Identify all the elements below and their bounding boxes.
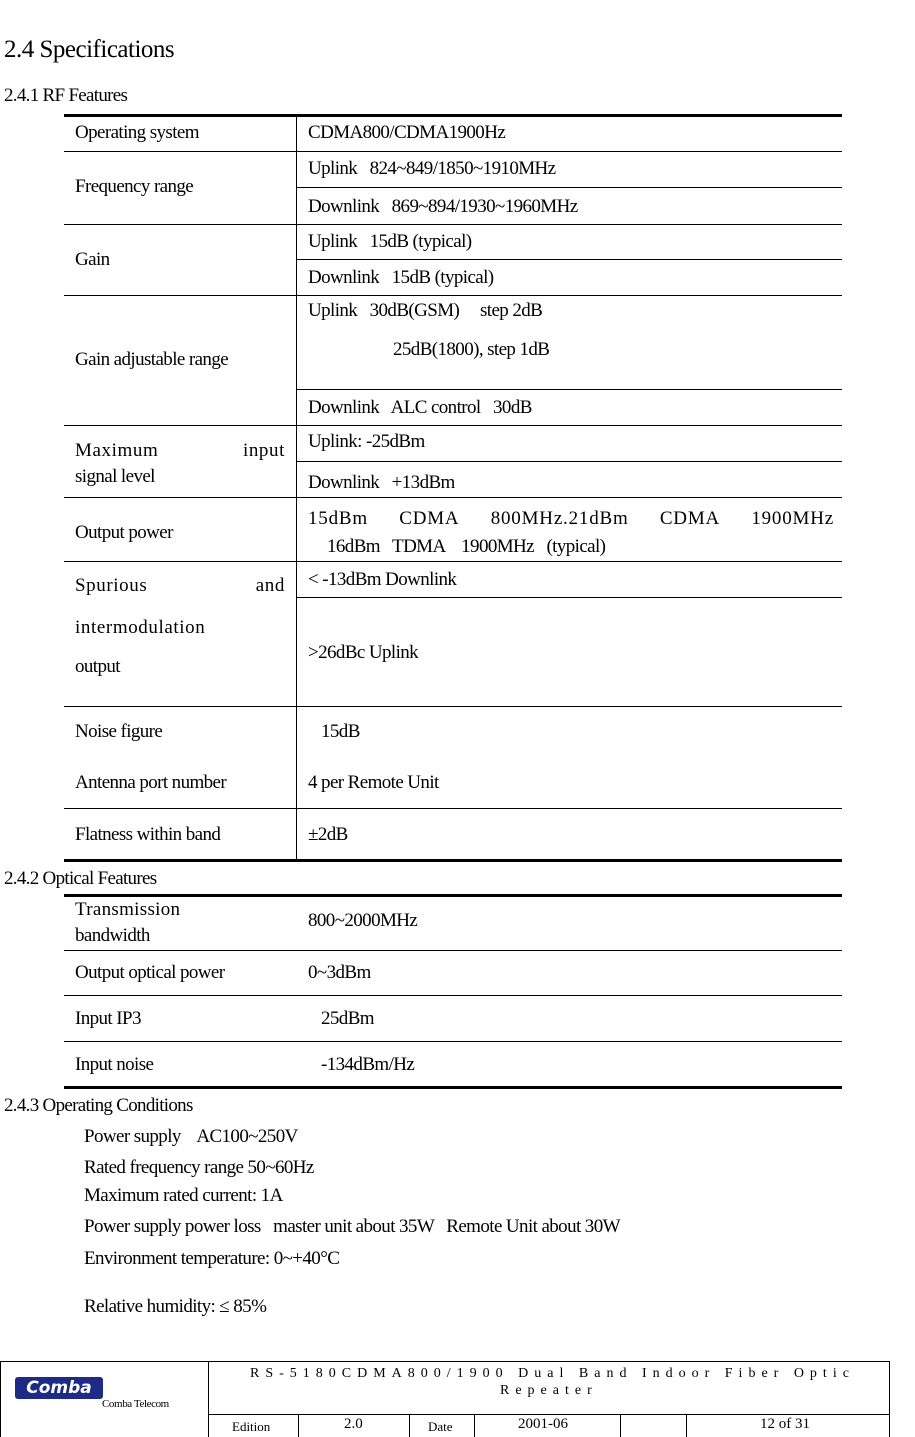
antenna-port-label: Antenna port number — [75, 772, 227, 793]
output-power-line1-a: 15dBm — [308, 508, 368, 529]
output-power-line1-d: CDMA — [659, 508, 721, 529]
max-input-label-line1 — [75, 440, 285, 462]
comba-logo: Comba — [15, 1377, 103, 1399]
footer-title-line2: Repeater — [500, 1383, 598, 1398]
antenna-port-value: 4 per Remote Unit — [308, 772, 439, 793]
frequency-range-downlink: Downlink 869~894/1930~1960MHz — [308, 196, 578, 217]
output-power-line1-b: CDMA — [399, 508, 460, 529]
max-current-line: Maximum rated current: 1A — [84, 1185, 283, 1206]
edition-label: Edition — [232, 1419, 271, 1434]
optical-features-heading: 2.4.2 Optical Features — [4, 868, 157, 889]
logo-subtitle: Comba Telecom — [102, 1398, 169, 1410]
date-value: 2001-06 — [518, 1416, 568, 1432]
temperature-line: Environment temperature: 0~+40°C — [84, 1248, 340, 1269]
output-power-line1-c: 800MHz.21dBm — [490, 508, 629, 529]
flatness-value: ±2dB — [308, 824, 348, 845]
spurious-label-line2: intermodulation — [75, 617, 206, 638]
optical-output-power-value: 0~3dBm — [308, 962, 371, 983]
spurious-label-line1 — [75, 575, 285, 597]
max-input-uplink: Uplink: -25dBm — [308, 431, 425, 452]
noise-figure-value: 15dB — [321, 721, 360, 742]
gain-adjustable-uplink-line2: 25dB(1800), step 1dB — [393, 339, 550, 360]
max-input-label-word2: input — [242, 440, 285, 461]
optical-ip3-value: 25dBm — [321, 1008, 374, 1029]
output-power-line1 — [308, 508, 834, 530]
spurious-label-word1: Spurious — [75, 575, 148, 596]
optical-output-power-label: Output optical power — [75, 962, 225, 983]
gain-adjustable-downlink: Downlink ALC control 30dB — [308, 397, 532, 418]
optical-ip3-label: Input IP3 — [75, 1008, 141, 1029]
date-label: Date — [428, 1419, 453, 1434]
flatness-label: Flatness within band — [75, 824, 221, 845]
optical-transmission-value: 800~2000MHz — [308, 910, 418, 931]
spurious-label-line3: output — [75, 656, 120, 677]
optical-transmission-label-line1: Transmission — [75, 899, 181, 920]
optical-input-noise-value: -134dBm/Hz — [321, 1054, 415, 1075]
rated-frequency-line: Rated frequency range 50~60Hz — [84, 1157, 314, 1178]
power-supply-line: Power supply AC100~250V — [84, 1126, 298, 1147]
output-power-line1-e: 1900MHz — [751, 508, 834, 529]
max-input-label-word1: Maximum — [75, 440, 159, 461]
rf-features-heading: 2.4.1 RF Features — [4, 85, 128, 106]
max-input-downlink: Downlink +13dBm — [308, 472, 455, 493]
gain-label: Gain — [75, 249, 110, 270]
humidity-line: Relative humidity: ≤ 85% — [84, 1296, 267, 1317]
gain-downlink: Downlink 15dB (typical) — [308, 267, 494, 288]
max-input-label-line2: signal level — [75, 466, 155, 487]
gain-uplink: Uplink 15dB (typical) — [308, 231, 472, 252]
footer-title-line1: RS-5180CDMA800/1900 Dual Band Indoor Fiber Optic — [250, 1366, 855, 1381]
spurious-label-word2: and — [255, 575, 285, 596]
operating-system-value: CDMA800/CDMA1900Hz — [308, 122, 506, 143]
noise-figure-label: Noise figure — [75, 721, 163, 742]
spurious-uplink: >26dBc Uplink — [308, 642, 419, 663]
optical-input-noise-label: Input noise — [75, 1054, 154, 1075]
operating-system-label: Operating system — [75, 122, 199, 143]
output-power-line2: 16dBm TDMA 1900MHz (typical) — [327, 536, 606, 557]
gain-adjustable-label: Gain adjustable range — [75, 349, 229, 370]
spurious-downlink: < -13dBm Downlink — [308, 569, 457, 590]
output-power-label: Output power — [75, 522, 173, 543]
page-number: 12 of 31 — [760, 1416, 810, 1432]
frequency-range-uplink: Uplink 824~849/1850~1910MHz — [308, 158, 556, 179]
gain-adjustable-uplink-line1: Uplink 30dB(GSM) step 2dB — [308, 300, 543, 321]
power-loss-line: Power supply power loss master unit about 35W Remote Unit about 30W — [84, 1216, 620, 1237]
frequency-range-label: Frequency range — [75, 176, 194, 197]
operating-conditions-heading: 2.4.3 Operating Conditions — [4, 1095, 193, 1116]
section-title: 2.4 Specifications — [4, 36, 175, 63]
edition-value: 2.0 — [344, 1416, 363, 1432]
optical-transmission-label-line2: bandwidth — [75, 925, 150, 946]
